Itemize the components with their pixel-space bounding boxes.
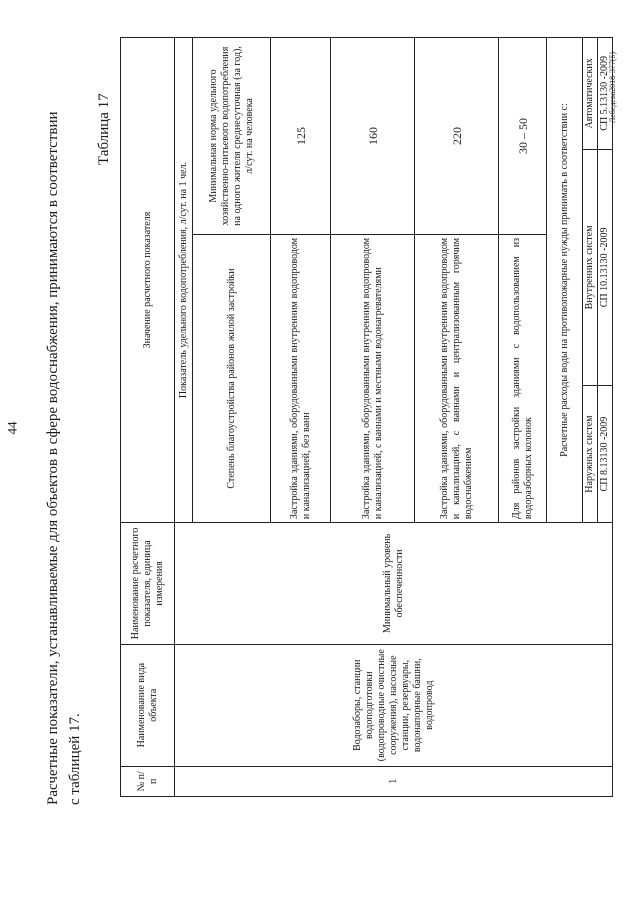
- header-value: Значение расчетного показателя: [121, 38, 175, 523]
- fire-col-name: Наружных систем: [583, 386, 598, 523]
- subheader-degree: Степень благоустройства районов жилой застройки: [193, 234, 271, 522]
- indicator-name: Минимальный уровень обеспеченности: [175, 523, 613, 645]
- fire-col-norm: СП 10.13130 -2009: [598, 149, 613, 385]
- row-num: 1: [175, 766, 613, 796]
- consumption-value: 220: [415, 38, 499, 235]
- table-title: Таблица 17: [96, 93, 112, 165]
- consumption-degree: Застройка зданиями, оборудованными внутренним водопроводом и канализацией, без ванн: [271, 234, 331, 522]
- intro-paragraph: Расчетные показатели, устанавливаемые для объектов в сфере водоснабжения, принимаются в соответствии с таблицей 17.: [45, 111, 83, 805]
- consumption-value: 30 – 50: [499, 38, 547, 235]
- consumption-degree: Застройка зданиями, оборудованными внутренним водопроводом и канализацией, с ваннами и местными водонагревателями: [331, 234, 415, 522]
- page-number: 44: [4, 421, 20, 435]
- fire-col-name: Внутренних систем: [583, 149, 598, 385]
- fire-col-norm: СП 8.13130 -2009: [598, 386, 613, 523]
- page-sheet: [0, 31, 640, 891]
- water-supply-table: [120, 37, 613, 797]
- table-header-row: [121, 38, 175, 797]
- header-object: Наименование вида объекта: [121, 644, 175, 766]
- header-num: № п/п: [121, 766, 175, 796]
- specific-consumption-label: Показатель удельного водопотребления, л/сут. на 1 чел.: [175, 38, 193, 523]
- fire-consumption-label: Расчетные расходы воды на противопожарные нужды принимать в соответствии с:: [547, 38, 583, 523]
- consumption-degree: Для районов застройки зданиями с водопользованием из водоразборных колонок: [499, 234, 547, 522]
- fire-col-norm: СП 5.13130 -2009: [598, 38, 613, 150]
- subheader-norm: Минимальная норма удельного хозяйственно-питьевого водопотребления на одного жителя среднесуточная (за год), л/сут. на человека: [193, 38, 271, 235]
- header-indicator: Наименование расчетного показателя, единица измерения: [121, 523, 175, 645]
- consumption-degree: Застройка зданиями, оборудованными внутренним водопроводом и канализацией, с ваннами и централизованным горячим водоснабжением: [415, 234, 499, 522]
- object-name: Водозаборы, станции водоподготовки (водопроводные очистные сооружения), насосные станции, резервуары, водонапорные башни, водопровод: [175, 644, 613, 766]
- document-code: Лебедева2018-377(5): [608, 51, 617, 123]
- fire-col-name: Автоматических: [583, 38, 598, 150]
- section-row: [175, 38, 193, 797]
- consumption-value: 160: [331, 38, 415, 235]
- consumption-value: 125: [271, 38, 331, 235]
